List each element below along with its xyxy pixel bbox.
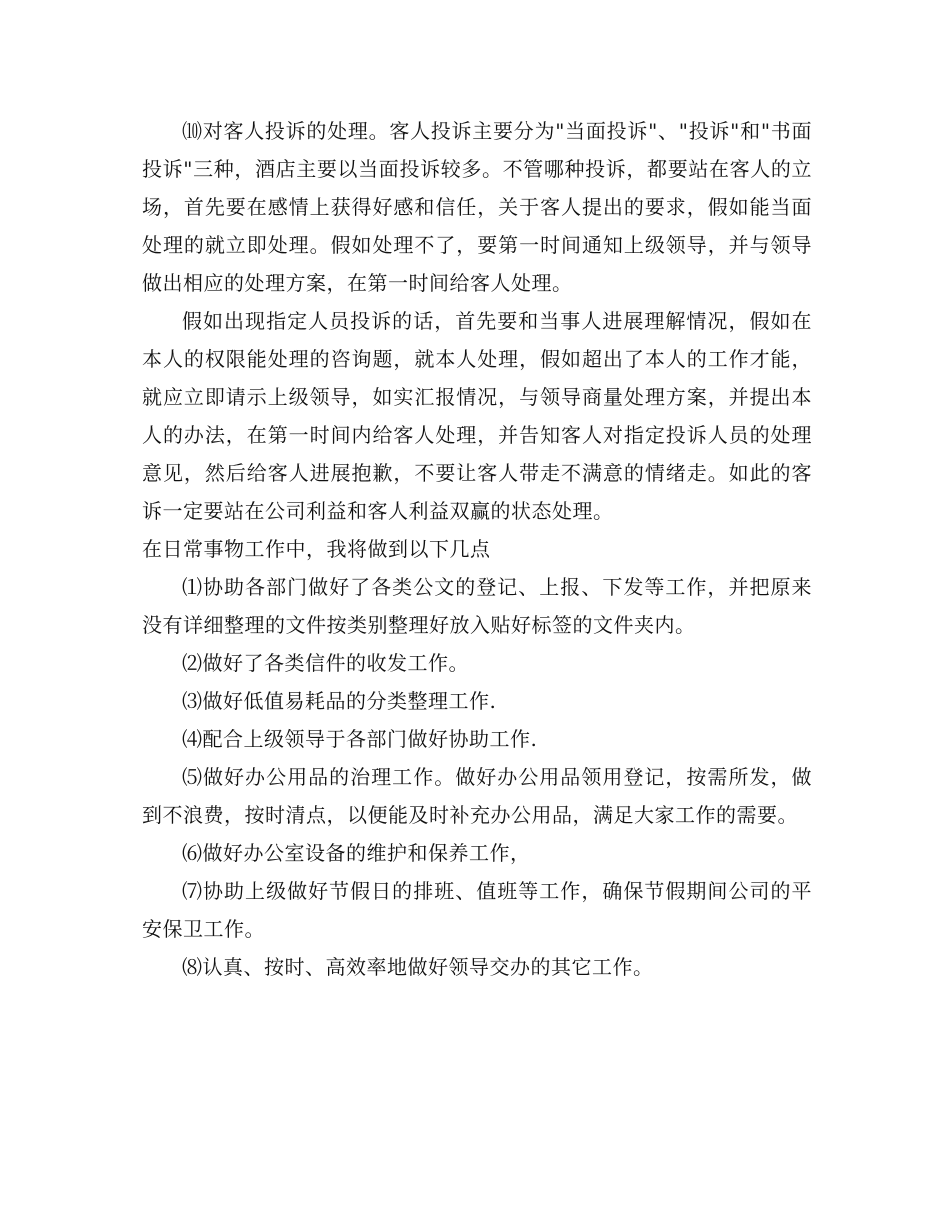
paragraph-daily-work-intro: 在日常事物工作中，我将做到以下几点 xyxy=(142,537,491,561)
list-item-2: ⑵做好了各类信件的收发工作。 xyxy=(182,651,469,675)
list-item-8: ⑻认真、按时、高效率地做好领导交办的其它工作。 xyxy=(182,955,654,979)
document-body xyxy=(142,112,812,986)
paragraph-complaint-handling: ⑽对客人投诉的处理。客人投诉主要分为"当面投诉"、"投诉"和"书面投诉"三种，酒店主要以当面投诉较多。不管哪种投诉，都要站在客人的立场，首先要在感情上获得好感和信任，关于客人提出的要求，假如能当面处理的就立即处理。假如处理不了，要第一时间通知上级领导，并与领导做出相应的处理方案，在第一时间给客人处理。 xyxy=(142,119,812,295)
list-item-7: ⑺协助上级做好节假日的排班、值班等工作，确保节假期间公司的平安保卫工作。 xyxy=(142,879,812,941)
list-item-4: ⑷配合上级领导于各部门做好协助工作. xyxy=(182,727,538,751)
list-item-1: ⑴协助各部门做好了各类公文的登记、上报、下发等工作，并把原来没有详细整理的文件按类别整理好放入贴好标签的文件夹内。 xyxy=(142,575,812,637)
list-item-5: ⑸做好办公用品的治理工作。做好办公用品领用登记，按需所发，做到不浪费，按时清点，以便能及时补充办公用品，满足大家工作的需要。 xyxy=(142,765,812,827)
list-item-6: ⑹做好办公室设备的维护和保养工作， xyxy=(182,841,531,865)
paragraph-designated-staff-complaint: 假如出现指定人员投诉的话，首先要和当事人进展理解情况，假如在本人的权限能处理的咨询题，就本人处理，假如超出了本人的工作才能，就应立即请示上级领导，如实汇报情况，与领导商量处理方案，并提出本人的办法，在第一时间内给客人处理，并告知客人对指定投诉人员的处理意见，然后给客人进展抱歉，不要让客人带走不满意的情绪走。如此的客诉一定要站在公司利益和客人利益双赢的状态处理。 xyxy=(142,309,812,523)
list-item-3: ⑶做好低值易耗品的分类整理工作. xyxy=(182,689,497,713)
